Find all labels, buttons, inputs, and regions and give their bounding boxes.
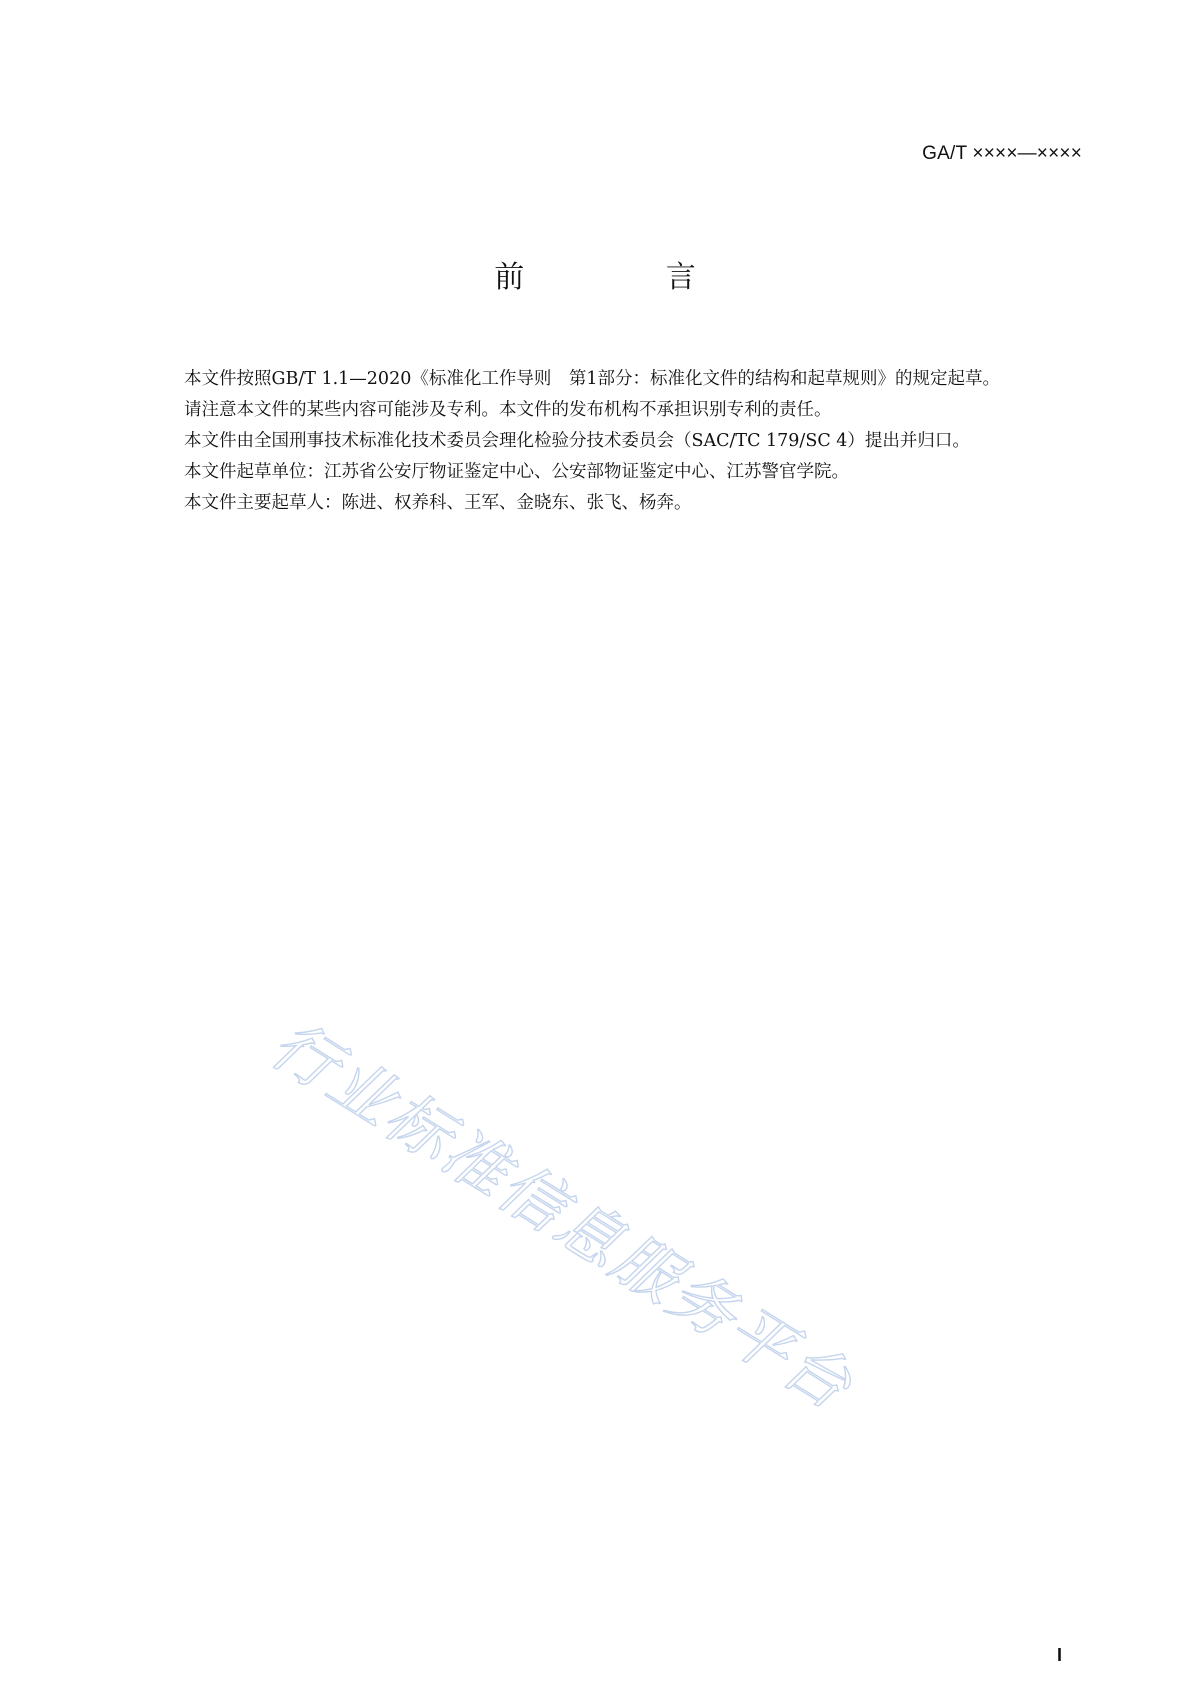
paragraph-drafting-rules: 本文件按照GB/T 1.1—2020《标准化工作导则 第1部分：标准化文件的结构和起草规则》的规定起草。 — [184, 369, 1000, 389]
page-number: I — [1056, 1645, 1062, 1665]
document-body — [144, 364, 1074, 519]
paragraph-patent-notice: 请注意本文件的某些内容可能涉及专利。本文件的发布机构不承担识别专利的责任。 — [184, 400, 832, 420]
paragraph-proposer: 本文件由全国刑事技术标准化技术委员会理化检验分技术委员会（SAC/TC 179/SC 4）提出并归口。 — [184, 431, 970, 451]
document-code: GA/T ××××—×××× — [922, 143, 1082, 164]
section-title: 前 言 — [494, 260, 762, 295]
watermark-text: 行业标准信息服务平台 — [257, 1007, 866, 1426]
paragraph-drafting-units: 本文件起草单位：江苏省公安厅物证鉴定中心、公安部物证鉴定中心、江苏警官学院。 — [184, 462, 849, 482]
paragraph-drafters: 本文件主要起草人：陈进、权养科、王军、金晓东、张飞、杨奔。 — [184, 493, 692, 513]
